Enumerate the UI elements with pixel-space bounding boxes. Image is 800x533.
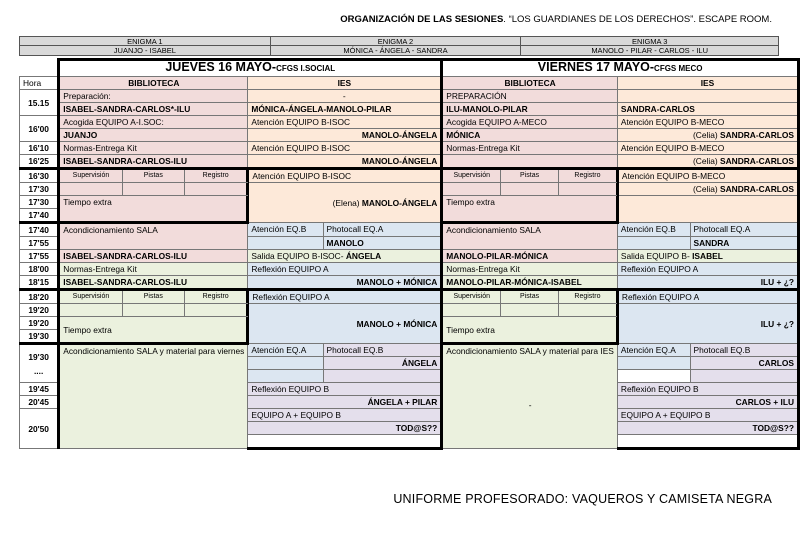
biblioteca-1: BIBLIOTECA xyxy=(59,77,248,90)
cell: Acondicionamiento SALA xyxy=(442,223,618,250)
cell: Atención EQUIPO B-ISOC xyxy=(248,142,442,155)
cell: Photocall EQ.A xyxy=(690,223,798,237)
cell: EQUIPO A + EQUIPO B xyxy=(617,409,798,422)
ies-2: IES xyxy=(617,77,798,90)
cell: JUANJO xyxy=(59,129,248,142)
mini-header: Supervisión Pistas Registro xyxy=(59,290,248,304)
time-1930: 19'30 xyxy=(20,330,59,344)
cell: Normas-Entrega Kit xyxy=(59,263,248,276)
time-1755: 17'55 xyxy=(20,237,59,250)
cell: ISABEL-SANDRA-CARLOS*-ILU xyxy=(59,103,248,116)
cell: Atención EQUIPO B-MECO xyxy=(617,142,798,155)
cell xyxy=(617,357,690,370)
cell: TOD@S?? xyxy=(248,422,442,435)
cell: Tiempo extra xyxy=(442,196,618,223)
cell: Atención EQUIPO B-ISOC xyxy=(248,116,442,129)
cell: Acondicionamiento SALA y material para IES - xyxy=(442,344,618,449)
cell: Acondicionamiento SALA xyxy=(59,223,248,250)
cell: CARLOS xyxy=(690,357,798,370)
time-1625: 16'25 xyxy=(20,155,59,169)
enigma-1-label: ENIGMA 1 xyxy=(19,36,270,46)
time-1630: 16'30 xyxy=(20,169,59,183)
time-1800: 18'00 xyxy=(20,263,59,276)
cell: Photocall EQ.B xyxy=(323,344,442,357)
cell: Photocall EQ.A xyxy=(323,223,442,237)
mini-row xyxy=(59,304,248,317)
cell: Atención EQUIPO B-MECO xyxy=(617,169,798,183)
cell: Tiempo extra xyxy=(442,317,618,344)
time-1730b: 17'30 xyxy=(20,196,59,209)
cell: ILU + ¿? xyxy=(617,276,798,290)
day-2-header: VIERNES 17 MAYO-CFGS MECO xyxy=(442,60,799,77)
cell: Atención EQ.B xyxy=(617,223,690,237)
cell: (Celia) SANDRA-CARLOS xyxy=(617,129,798,142)
cell: MÓNICA xyxy=(442,129,618,142)
time-1600: 16'00 xyxy=(20,116,59,142)
biblioteca-2: BIBLIOTECA xyxy=(442,77,618,90)
time-1930-block: 19'30 .... xyxy=(20,344,59,383)
cell xyxy=(323,370,442,383)
cell: ILU-MANOLO-PILAR xyxy=(442,103,618,116)
time-1755b: 17'55 xyxy=(20,250,59,263)
footer-note: UNIFORME PROFESORADO: VAQUEROS Y CAMISETA NEGRA xyxy=(393,492,772,506)
cell: - xyxy=(248,90,442,103)
mini-header: Supervisión Pistas Registro xyxy=(59,169,248,183)
cell: Reflexión EQUIPO B xyxy=(248,383,442,396)
cell: ISABEL-SANDRA-CARLOS-ILU xyxy=(59,276,248,290)
time-2045: 20'45 xyxy=(20,396,59,409)
time-1920b: 19'20 xyxy=(20,317,59,330)
cell: Preparación: xyxy=(59,90,248,103)
cell: SANDRA xyxy=(690,237,798,250)
cell: MANOLO-ÁNGELA xyxy=(248,155,442,169)
cell xyxy=(442,155,618,169)
enigma-1-names: JUANJO - ISABEL xyxy=(19,46,270,56)
page-title: ORGANIZACIÓN DE LAS SESIONES. “LOS GUARDIANES DE LOS DERECHOS”. ESCAPE ROOM. xyxy=(340,14,772,25)
time-1515: 15.15 xyxy=(20,90,59,116)
time-1740b: 17'40 xyxy=(20,223,59,237)
time-1610: 16'10 xyxy=(20,142,59,155)
enigma-2-label: ENIGMA 2 xyxy=(270,36,521,46)
time-2050: 20'50 xyxy=(20,409,59,449)
cell: Reflexión EQUIPO A xyxy=(248,290,442,304)
cell: Atención EQ.A xyxy=(617,344,690,357)
cell xyxy=(617,196,798,223)
cell: ISABEL-SANDRA-CARLOS-ILU xyxy=(59,155,248,169)
time-1820: 18'20 xyxy=(20,290,59,304)
mini-row xyxy=(59,183,248,196)
cell: Normas-Entrega Kit xyxy=(442,263,618,276)
cell: Reflexión EQUIPO A xyxy=(617,263,798,276)
cell: Reflexión EQUIPO B xyxy=(617,383,798,396)
cell: ÁNGELA + PILAR xyxy=(248,396,442,409)
cell: Normas-Entrega Kit xyxy=(442,142,618,155)
cell xyxy=(248,357,323,370)
cell xyxy=(617,435,798,449)
cell: MANOLO-PILAR-MÓNICA-ISABEL xyxy=(442,276,618,290)
cell: Salida EQUIPO B- ISABEL xyxy=(617,250,798,263)
cell xyxy=(248,237,323,250)
ies-1: IES xyxy=(248,77,442,90)
mini-header: Supervisión Pistas Registro xyxy=(442,169,618,183)
time-1945: 19'45 xyxy=(20,383,59,396)
cell: MANOLO-PILAR-MÓNICA xyxy=(442,250,618,263)
cell: ISABEL-SANDRA-CARLOS-ILU xyxy=(59,250,248,263)
cell xyxy=(690,370,798,383)
time-1815: 18'15 xyxy=(20,276,59,290)
cell: Tiempo extra xyxy=(59,196,248,223)
mini-row xyxy=(442,304,618,317)
enigma-3-names: MANOLO - PILAR - CARLOS - ILU xyxy=(520,46,779,56)
cell: EQUIPO A + EQUIPO B xyxy=(248,409,442,422)
cell: MANOLO-ÁNGELA xyxy=(248,129,442,142)
day-1-header: JUEVES 16 MAYO-CFGS I.SOCIAL xyxy=(59,60,442,77)
time-1920: 19'20 xyxy=(20,304,59,317)
cell: SANDRA-CARLOS xyxy=(617,103,798,116)
cell: PREPARACIÓN xyxy=(442,90,618,103)
cell: MANOLO xyxy=(323,237,442,250)
cell: Atención EQUIPO B-ISOC xyxy=(248,169,442,183)
hora-label: Hora xyxy=(20,77,59,90)
cell: TOD@S?? xyxy=(617,422,798,435)
cell: (Celia) SANDRA-CARLOS xyxy=(617,155,798,169)
enigma-3-label: ENIGMA 3 xyxy=(520,36,779,46)
cell: Salida EQUIPO B-ISOC- ÁNGELA xyxy=(248,250,442,263)
time-1730: 17'30 xyxy=(20,183,59,196)
cell: MÓNICA-ÁNGELA-MANOLO-PILAR xyxy=(248,103,442,116)
enigma-2-names: MÓNICA - ÁNGELA - SANDRA xyxy=(270,46,521,56)
cell: MANOLO + MÓNICA xyxy=(248,276,442,290)
schedule-table xyxy=(19,58,800,450)
cell xyxy=(617,90,798,103)
cell: MANOLO + MÓNICA xyxy=(248,304,442,344)
cell xyxy=(617,237,690,250)
cell: (Celia) SANDRA-CARLOS xyxy=(617,183,798,196)
cell: Photocall EQ.B xyxy=(690,344,798,357)
cell: Acogida EQUIPO A-MECO xyxy=(442,116,618,129)
cell: ÁNGELA xyxy=(323,357,442,370)
cell xyxy=(248,435,442,449)
cell: Acogida EQUIPO A-I.SOC: xyxy=(59,116,248,129)
cell: Normas-Entrega Kit xyxy=(59,142,248,155)
cell: Acondicionamiento SALA y material para viernes xyxy=(59,344,248,449)
cell: Atención EQ.B xyxy=(248,223,323,237)
mini-header: Supervisión Pistas Registro xyxy=(442,290,618,304)
cell: (Elena) MANOLO-ÁNGELA xyxy=(248,183,442,223)
cell: Reflexión EQUIPO A xyxy=(248,263,442,276)
cell xyxy=(248,370,323,383)
cell: CARLOS + ILU xyxy=(617,396,798,409)
cell: Tiempo extra xyxy=(59,317,248,344)
cell: ILU + ¿? xyxy=(617,304,798,344)
cell: Atención EQ.A xyxy=(248,344,323,357)
enigma-header xyxy=(19,36,779,56)
cell xyxy=(617,370,690,383)
time-1740: 17'40 xyxy=(20,209,59,223)
cell: Atención EQUIPO B-MECO xyxy=(617,116,798,129)
cell: Reflexión EQUIPO A xyxy=(617,290,798,304)
mini-row xyxy=(442,183,618,196)
